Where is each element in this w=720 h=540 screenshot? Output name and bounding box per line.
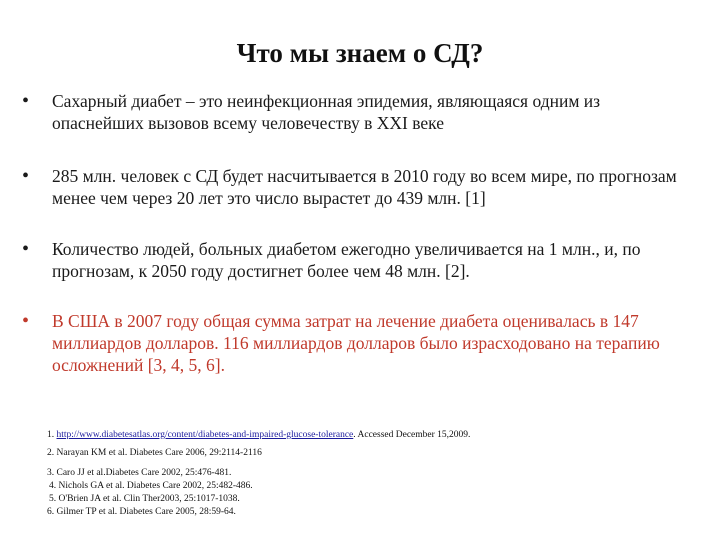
reference-item: 6. Gilmer TP et al. Diabetes Care 2005, 28:59-64. bbox=[47, 507, 236, 517]
bullet-dot-icon: • bbox=[22, 90, 30, 112]
bullet-dot-icon: • bbox=[22, 238, 30, 260]
bullet-text: В США в 2007 году общая сумма затрат на лечение диабета оценивалась в 147 миллиардов долларов. 116 миллиардов долларов было израсходовано на терапию осложнений [3, 4, 5, 6]. bbox=[52, 311, 660, 375]
slide-title: Что мы знаем о СД? bbox=[236, 38, 484, 68]
reference-link[interactable]: http://www.diabetesatlas.org/content/diabetes-and-impaired-glucose-tolerance bbox=[56, 430, 354, 440]
reference-number: 1. bbox=[47, 430, 57, 440]
reference-item: 5. O'Brien JA et al. Clin Ther2003, 25:1017-1038. bbox=[49, 494, 240, 504]
bullet-text: Количество людей, больных диабетом ежегодно увеличивается на 1 млн., и, по прогнозам, к 2050 году достигнет более чем 48 млн. [2]. bbox=[52, 239, 641, 281]
bullet-dot-icon: • bbox=[22, 165, 30, 187]
reference-item: 3. Caro JJ et al.Diabetes Care 2002, 25:476-481. bbox=[47, 468, 232, 478]
reference-item: 4. Nichols GA et al. Diabetes Care 2002, 25:482-486. bbox=[49, 481, 253, 491]
bullet-text: Сахарный диабет – это неинфекционная эпидемия, являющаяся одним из опаснейших вызовов всему человечеству в XXI веке bbox=[52, 91, 601, 133]
reference-item bbox=[47, 429, 470, 442]
bullet-dot-icon: • bbox=[22, 310, 30, 332]
reference-item: 2. Narayan KM et al. Diabetes Care 2006, 29:2114-2116 bbox=[47, 448, 262, 458]
reference-accessed: . Accessed December 15,2009. bbox=[353, 430, 471, 440]
bullet-text: 285 млн. человек с СД будет насчитывается в 2010 году во всем мире, по прогнозам менее чем через 20 лет это число вырастет до 439 млн. [1] bbox=[52, 166, 677, 208]
